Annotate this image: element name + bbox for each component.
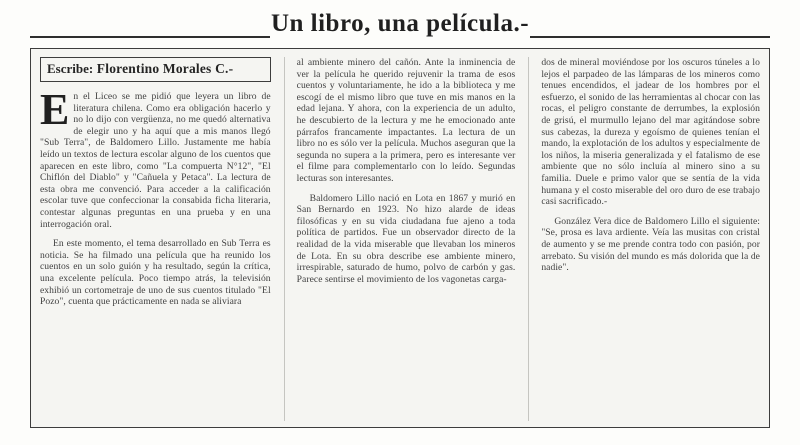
paragraph xyxy=(40,85,271,230)
paragraph: al ambiente minero del cañón. Ante la inminencia de ver la película he querido rejuvenir la trama de esos cuentos y voluntariamente, he ido a la biblioteca y me escogí de el mismo libro que tuve en mis manos en la edad lejana. Y ahora, con la experiencia de un adulto, he descubierto de la lectura y me he emocionado ante párrafos francamente impactantes. La lectura de un libro no es sólo ver la película. Muchos aseguran que la segunda no supera a la primera, pero es interesante ver el filme para complementarlo con lo leído. Segundas lecturas son interesantes. xyxy=(296,57,516,184)
paragraph: En este momento, el tema desarrollado en Sub Terra es noticia. Se ha filmado una película que ha reunido los cuentos en un solo guión y ha resultado, según la crítica, una excelente película. Poco tiempo atrás, la televisión exhibió un cortometraje de uno de sus cuentos titulado "El Pozo", cuenta que prácticamente en nada se aliviara xyxy=(40,238,271,308)
page-title: Un libro, una película.- xyxy=(270,10,530,37)
dropcap: E xyxy=(40,85,70,134)
article-column-3 xyxy=(528,57,760,421)
byline-author xyxy=(47,61,264,77)
paragraph: Baldomero Lillo nació en Lota en 1867 y murió en San Bernardo en 1923. No hizo alarde de ideas filosóficas y en su vida ciudadana fue ajeno a toda política de partidos. Fue un observador directo de la realidad de la vida miserable que llevaban los mineros de Lota. En su obra describe ese ambiente minero, irrespirable, saturado de humo, polvo de carbón y gas. Parece sentirse el movimiento de los vagonetas carga- xyxy=(296,192,516,285)
article-columns xyxy=(40,57,760,421)
paragraph: González Vera dice de Baldomero Lillo el siguiente: "Se, prosa es lava ardiente. Veía las musitas con cristal de aumento y se me prende contra todo con pasión, por arrebato. Su visión del mundo es más dolorida que la de nadie". xyxy=(541,215,760,274)
headline-bar xyxy=(0,10,800,38)
byline-prefix: Escribe: xyxy=(47,61,94,76)
article-column-1 xyxy=(40,57,271,421)
paragraph-text: n el Liceo se me pidió que leyera un libro de literatura chilena. Como era obligación hacerlo y no lo dijo con vergüenza, no me quedó alternativa de elegir uno y ha aquí que a mis manos llegó "Sub Terra", de Baldomero Lillo. Justamente me había leído un textos de lectura escolar alguno de los cuentos que aparecen en este libro, como "La compuerta N°12", "El Chiflón del Diablo" y "Cañuela y Petaca". La lectura de esta obra me convenció. Para acceder a la calificación escolar tuve que confeccionar la consabida ficha literaria, contestar algunas preguntas en una prueba y en una interrogación oral. xyxy=(40,91,271,230)
byline-name: Florentino Morales C.- xyxy=(96,61,234,76)
headline-rule-left xyxy=(30,36,270,38)
article-frame xyxy=(30,48,770,428)
byline-box xyxy=(40,57,271,82)
article-column-2 xyxy=(284,57,516,421)
headline-rule-right xyxy=(530,36,770,38)
paragraph: dos de mineral moviéndose por los oscuros túneles a lo lejos el parpadeo de las lámparas de los mineros como tenues encendidos, el jadear de los hombres por el esfuerzo, el sonido de las herramientas al chocar con las rocas, el peligro constante de derrumbes, la explosión de grisú, el murmullo lejano del mar agitándose sobre sus cabezas, la dureza y egoísmo de quienes tenían el mando, la explotación de los adultos y especialmente de los niños, la miseria generalizada y el fatalismo de ese ambiente que no sólo incluía al minero sino a su familia. Duele e primo valor que se sentía de la vida humana y el costo miserable del oro duro de ese trabajo casi sacrificado.- xyxy=(541,57,760,208)
